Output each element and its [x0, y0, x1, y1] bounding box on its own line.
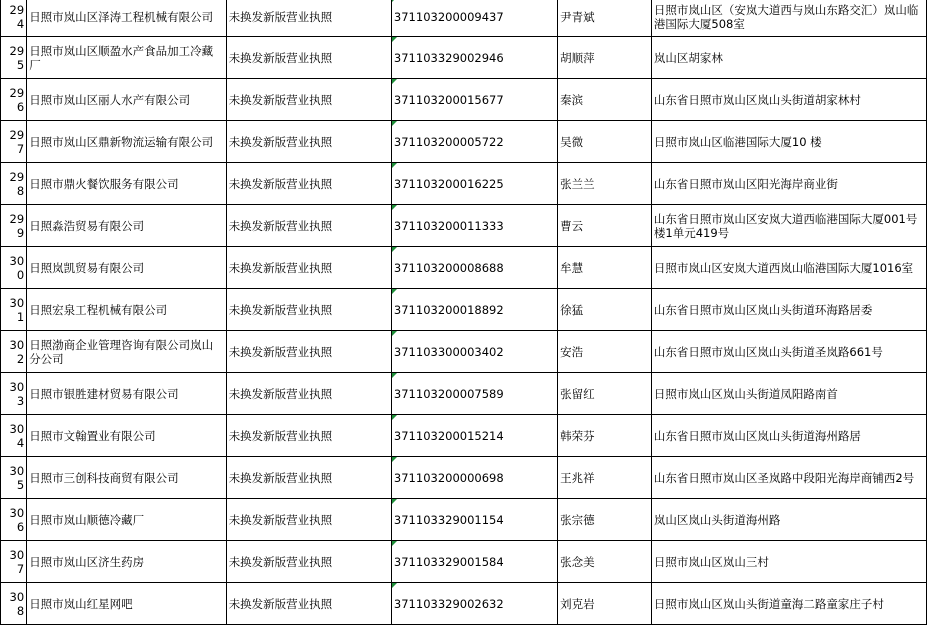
registration-code-cell[interactable]: 371103200015677 [391, 79, 557, 121]
address-cell[interactable]: 岚山区胡家林 [651, 37, 926, 79]
address-cell[interactable]: 山东省日照市岚山区岚山头街道环海路居委 [651, 289, 926, 331]
address-cell[interactable]: 日照市岚山区岚山头街道童海二路童家庄子村 [651, 583, 926, 625]
company-name-cell[interactable]: 日照市岚山区济生药房 [27, 541, 227, 583]
table-row [1, 457, 927, 499]
registration-code-cell[interactable]: 371103329002946 [391, 37, 557, 79]
table-row [1, 415, 927, 457]
table-row [1, 331, 927, 373]
address-cell[interactable]: 山东省日照市岚山区岚山头街道圣岚路661号 [651, 331, 926, 373]
registration-code-cell[interactable]: 371103329001584 [391, 541, 557, 583]
address-cell[interactable]: 岚山区岚山头街道海州路 [651, 499, 926, 541]
registration-code-cell[interactable]: 371103200011333 [391, 205, 557, 247]
company-name-cell[interactable]: 日照渤商企业管理咨询有限公司岚山分公司 [27, 331, 227, 373]
row-number-cell[interactable]: 304 [1, 415, 27, 457]
legal-representative-cell[interactable]: 安浩 [558, 331, 652, 373]
table-row [1, 121, 927, 163]
row-number-cell[interactable]: 303 [1, 373, 27, 415]
license-status-cell[interactable]: 未换发新版营业执照 [226, 331, 391, 373]
legal-representative-cell[interactable]: 曹云 [558, 205, 652, 247]
registration-code-cell[interactable]: 371103200000698 [391, 457, 557, 499]
row-number-cell[interactable]: 294 [1, 0, 27, 37]
company-name-cell[interactable]: 日照市岚山区丽人水产有限公司 [27, 79, 227, 121]
table-row [1, 499, 927, 541]
company-name-cell[interactable]: 日照市文翰置业有限公司 [27, 415, 227, 457]
license-status-cell[interactable]: 未换发新版营业执照 [226, 205, 391, 247]
registration-code-cell[interactable]: 371103200016225 [391, 163, 557, 205]
license-status-cell[interactable]: 未换发新版营业执照 [226, 289, 391, 331]
registration-code-cell[interactable]: 371103200015214 [391, 415, 557, 457]
address-cell[interactable]: 山东省日照市岚山区阳光海岸商业街 [651, 163, 926, 205]
row-number-cell[interactable]: 302 [1, 331, 27, 373]
legal-representative-cell[interactable]: 张留红 [558, 373, 652, 415]
table-row [1, 583, 927, 625]
table-row [1, 79, 927, 121]
row-number-cell[interactable]: 305 [1, 457, 27, 499]
legal-representative-cell[interactable]: 胡顺萍 [558, 37, 652, 79]
table-row [1, 37, 927, 79]
registration-code-cell[interactable]: 371103200005722 [391, 121, 557, 163]
row-number-cell[interactable]: 295 [1, 37, 27, 79]
license-status-cell[interactable]: 未换发新版营业执照 [226, 0, 391, 37]
legal-representative-cell[interactable]: 张兰兰 [558, 163, 652, 205]
address-cell[interactable]: 山东省日照市岚山区岚山头街道海州路居 [651, 415, 926, 457]
license-status-cell[interactable]: 未换发新版营业执照 [226, 415, 391, 457]
table-row [1, 541, 927, 583]
license-status-cell[interactable]: 未换发新版营业执照 [226, 583, 391, 625]
registration-code-cell[interactable]: 371103200009437 [391, 0, 557, 37]
company-name-cell[interactable]: 日照市岚山红星网吧 [27, 583, 227, 625]
row-number-cell[interactable]: 308 [1, 583, 27, 625]
legal-representative-cell[interactable]: 张宗德 [558, 499, 652, 541]
address-cell[interactable]: 日照市岚山区岚山头街道凤阳路南首 [651, 373, 926, 415]
row-number-cell[interactable]: 298 [1, 163, 27, 205]
legal-representative-cell[interactable]: 徐猛 [558, 289, 652, 331]
license-status-cell[interactable]: 未换发新版营业执照 [226, 37, 391, 79]
table-row [1, 289, 927, 331]
company-name-cell[interactable]: 日照岚凯贸易有限公司 [27, 247, 227, 289]
address-cell[interactable]: 日照市岚山区岚山三村 [651, 541, 926, 583]
license-status-cell[interactable]: 未换发新版营业执照 [226, 121, 391, 163]
address-cell[interactable]: 日照市岚山区临港国际大厦10 楼 [651, 121, 926, 163]
registration-code-cell[interactable]: 371103329001154 [391, 499, 557, 541]
row-number-cell[interactable]: 296 [1, 79, 27, 121]
company-name-cell[interactable]: 日照市鼎火餐饮服务有限公司 [27, 163, 227, 205]
license-status-cell[interactable]: 未换发新版营业执照 [226, 79, 391, 121]
row-number-cell[interactable]: 300 [1, 247, 27, 289]
table-body [1, 0, 927, 625]
legal-representative-cell[interactable]: 王兆祥 [558, 457, 652, 499]
company-name-cell[interactable]: 日照市岚山区泽涛工程机械有限公司 [27, 0, 227, 37]
address-cell[interactable]: 日照市岚山区（安岚大道西与岚山东路交汇）岚山临港国际大厦508室 [651, 0, 926, 37]
registration-code-cell[interactable]: 371103329002632 [391, 583, 557, 625]
row-number-cell[interactable]: 307 [1, 541, 27, 583]
registration-code-cell[interactable]: 371103200007589 [391, 373, 557, 415]
license-status-cell[interactable]: 未换发新版营业执照 [226, 541, 391, 583]
address-cell[interactable]: 山东省日照市岚山区安岚大道西临港国际大厦001号楼1单元419号 [651, 205, 926, 247]
license-status-cell[interactable]: 未换发新版营业执照 [226, 457, 391, 499]
registration-code-cell[interactable]: 371103200008688 [391, 247, 557, 289]
registration-code-cell[interactable]: 371103300003402 [391, 331, 557, 373]
company-name-cell[interactable]: 日照市岚山顺德冷藏厂 [27, 499, 227, 541]
table-row [1, 373, 927, 415]
legal-representative-cell[interactable]: 张念美 [558, 541, 652, 583]
table-row [1, 0, 927, 37]
row-number-cell[interactable]: 299 [1, 205, 27, 247]
legal-representative-cell[interactable]: 刘克岩 [558, 583, 652, 625]
address-cell[interactable]: 山东省日照市岚山区岚山头街道胡家林村 [651, 79, 926, 121]
registration-code-cell[interactable]: 371103200018892 [391, 289, 557, 331]
company-name-cell[interactable]: 日照市岚山区鼎新物流运输有限公司 [27, 121, 227, 163]
license-status-cell[interactable]: 未换发新版营业执照 [226, 373, 391, 415]
license-status-cell[interactable]: 未换发新版营业执照 [226, 499, 391, 541]
legal-representative-cell[interactable]: 牟慧 [558, 247, 652, 289]
address-cell[interactable]: 日照市岚山区安岚大道西岚山临港国际大厦1016室 [651, 247, 926, 289]
address-cell[interactable]: 山东省日照市岚山区圣岚路中段阳光海岸商铺西2号 [651, 457, 926, 499]
legal-representative-cell[interactable]: 韩荣芬 [558, 415, 652, 457]
license-status-cell[interactable]: 未换发新版营业执照 [226, 247, 391, 289]
table-row [1, 163, 927, 205]
legal-representative-cell[interactable]: 吴微 [558, 121, 652, 163]
company-name-cell[interactable]: 日照淼浩贸易有限公司 [27, 205, 227, 247]
company-name-cell[interactable]: 日照市三创科技商贸有限公司 [27, 457, 227, 499]
table-row [1, 247, 927, 289]
legal-representative-cell[interactable]: 秦滨 [558, 79, 652, 121]
company-name-cell[interactable]: 日照市银胜建材贸易有限公司 [27, 373, 227, 415]
row-number-cell[interactable]: 301 [1, 289, 27, 331]
company-name-cell[interactable]: 日照宏泉工程机械有限公司 [27, 289, 227, 331]
license-status-cell[interactable]: 未换发新版营业执照 [226, 163, 391, 205]
legal-representative-cell[interactable]: 尹青斌 [558, 0, 652, 37]
row-number-cell[interactable]: 306 [1, 499, 27, 541]
table-row [1, 205, 927, 247]
company-name-cell[interactable]: 日照市岚山区顺盈水产食品加工冷藏厂 [27, 37, 227, 79]
row-number-cell[interactable]: 297 [1, 121, 27, 163]
